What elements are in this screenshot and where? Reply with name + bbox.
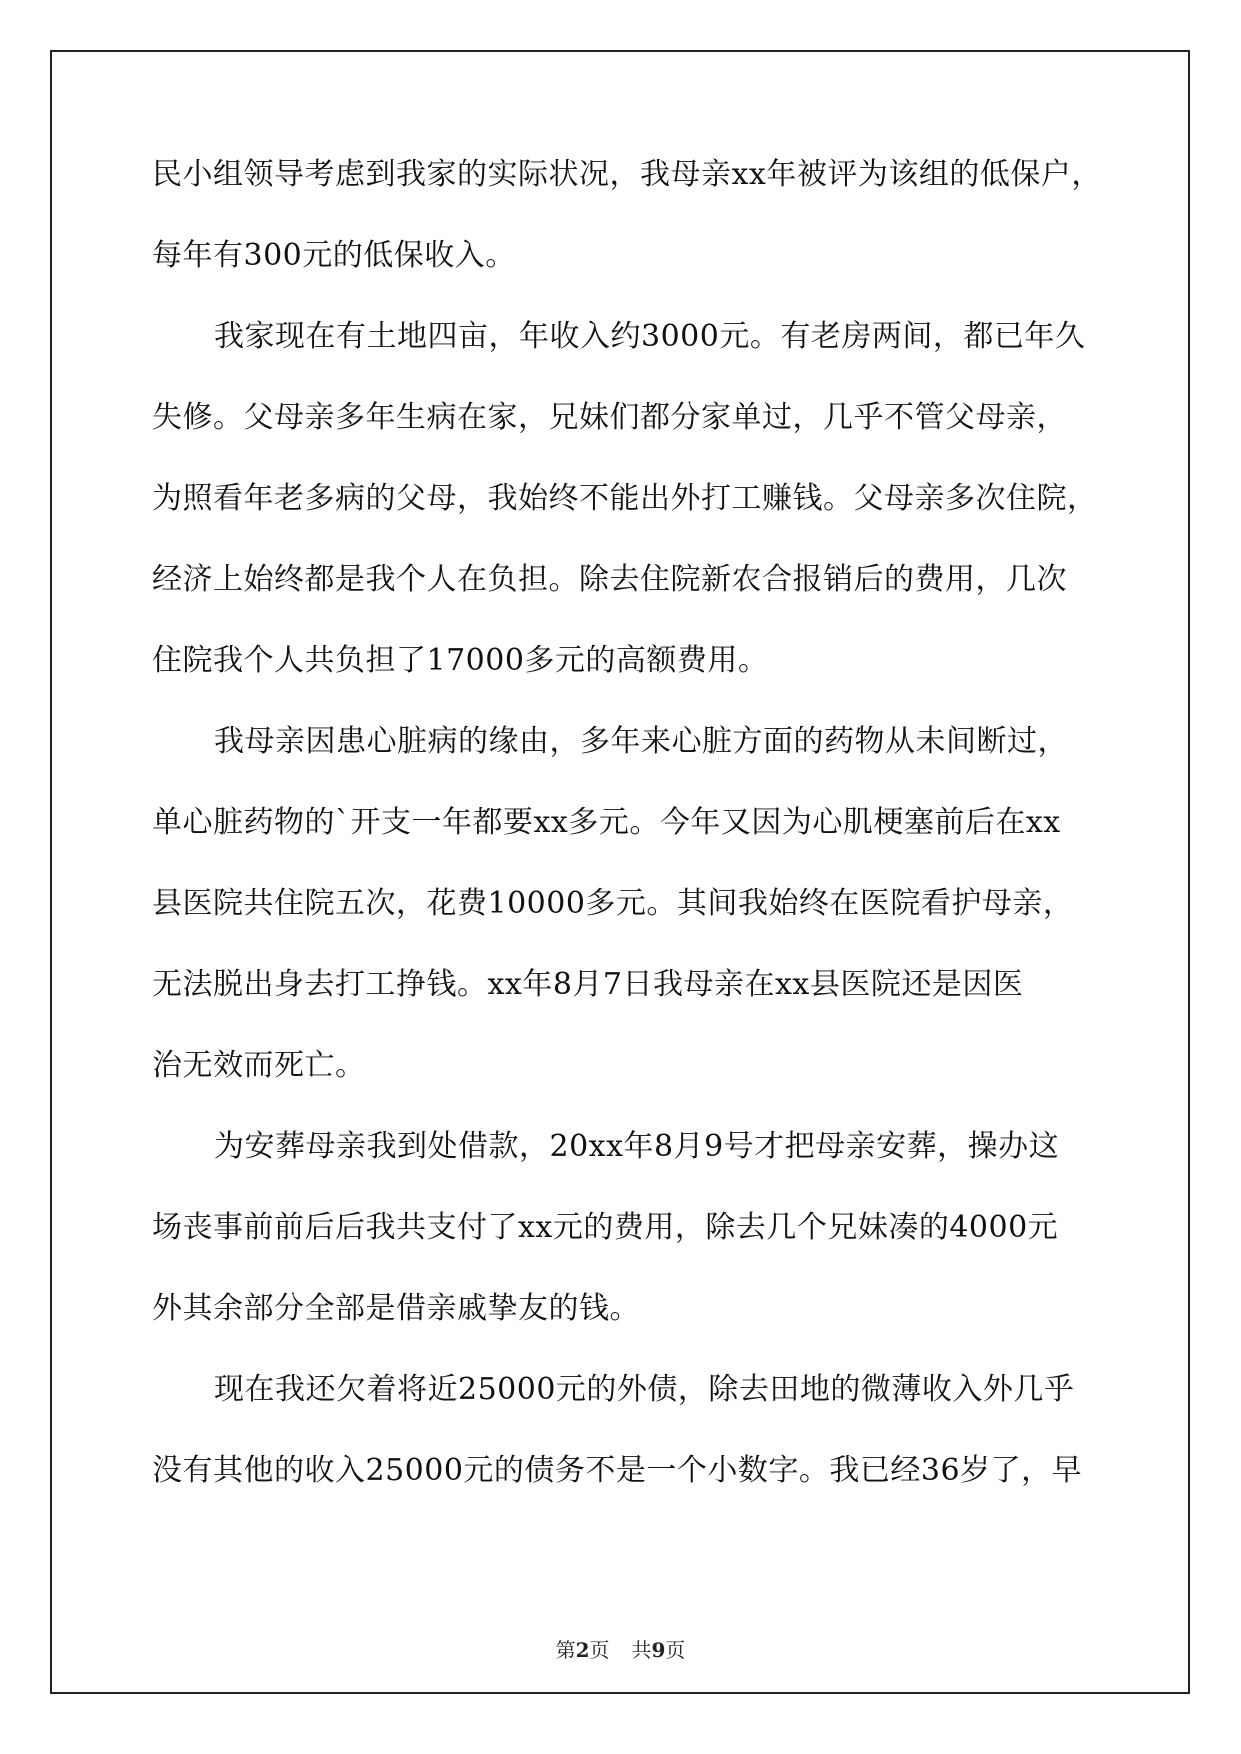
- total-prefix: 共: [631, 1638, 652, 1662]
- text-line: 外其余部分全部是借亲戚挚友的钱。: [152, 1291, 640, 1326]
- text-line: 经济上始终都是我个人在负担。除去住院新农合报销后的费用，几次: [152, 562, 1067, 597]
- paragraph-start-line: 我母亲因患心脏病的缘由，多年来心脏方面的药物从未间断过，: [214, 724, 1068, 759]
- total-page-number: 9: [651, 1638, 666, 1662]
- text-line: 民小组领导考虑到我家的实际状况，我母亲xx年被评为该组的低保户，: [152, 157, 1102, 192]
- page-prefix: 第: [555, 1638, 576, 1662]
- paragraph-start-line: 现在我还欠着将近25000元的外债，除去田地的微薄收入外几乎: [214, 1372, 1075, 1407]
- text-line: 住院我个人共负担了17000多元的高额费用。: [152, 643, 769, 678]
- text-line: 无法脱出身去打工挣钱。xx年8月7日我母亲在xx县医院还是因医: [152, 967, 1024, 1002]
- page-suffix: 页: [589, 1638, 610, 1662]
- paragraph-start-line: 我家现在有土地四亩，年收入约3000元。有老房两间，都已年久: [214, 319, 1086, 354]
- text-line: 场丧事前前后后我共支付了xx元的费用，除去几个兄妹凑的4000元: [152, 1210, 1059, 1245]
- text-line: 为照看年老多病的父母，我始终不能出外打工赚钱。父母亲多次住院，: [152, 481, 1098, 516]
- current-page-number: 2: [575, 1638, 590, 1662]
- text-line: 县医院共住院五次，花费10000多元。其间我始终在医院看护母亲，: [152, 886, 1074, 921]
- text-line: 每年有300元的低保收入。: [152, 238, 516, 273]
- paragraph-start-line: 为安葬母亲我到处借款，20xx年8月9号才把母亲安葬，操办这: [214, 1129, 1060, 1164]
- total-suffix: 页: [665, 1638, 686, 1662]
- text-line: 失修。父母亲多年生病在家，兄妹们都分家单过，几乎不管父母亲，: [152, 400, 1067, 435]
- text-line: 没有其他的收入25000元的债务不是一个小数字。我已经36岁了，早: [152, 1453, 1083, 1488]
- text-line: 单心脏药物的`开支一年都要xx多元。今年又因为心肌梗塞前后在xx: [152, 805, 1061, 840]
- text-line: 治无效而死亡。: [152, 1048, 366, 1083]
- page-footer: [0, 1640, 1241, 1660]
- document-body: [152, 157, 1102, 1537]
